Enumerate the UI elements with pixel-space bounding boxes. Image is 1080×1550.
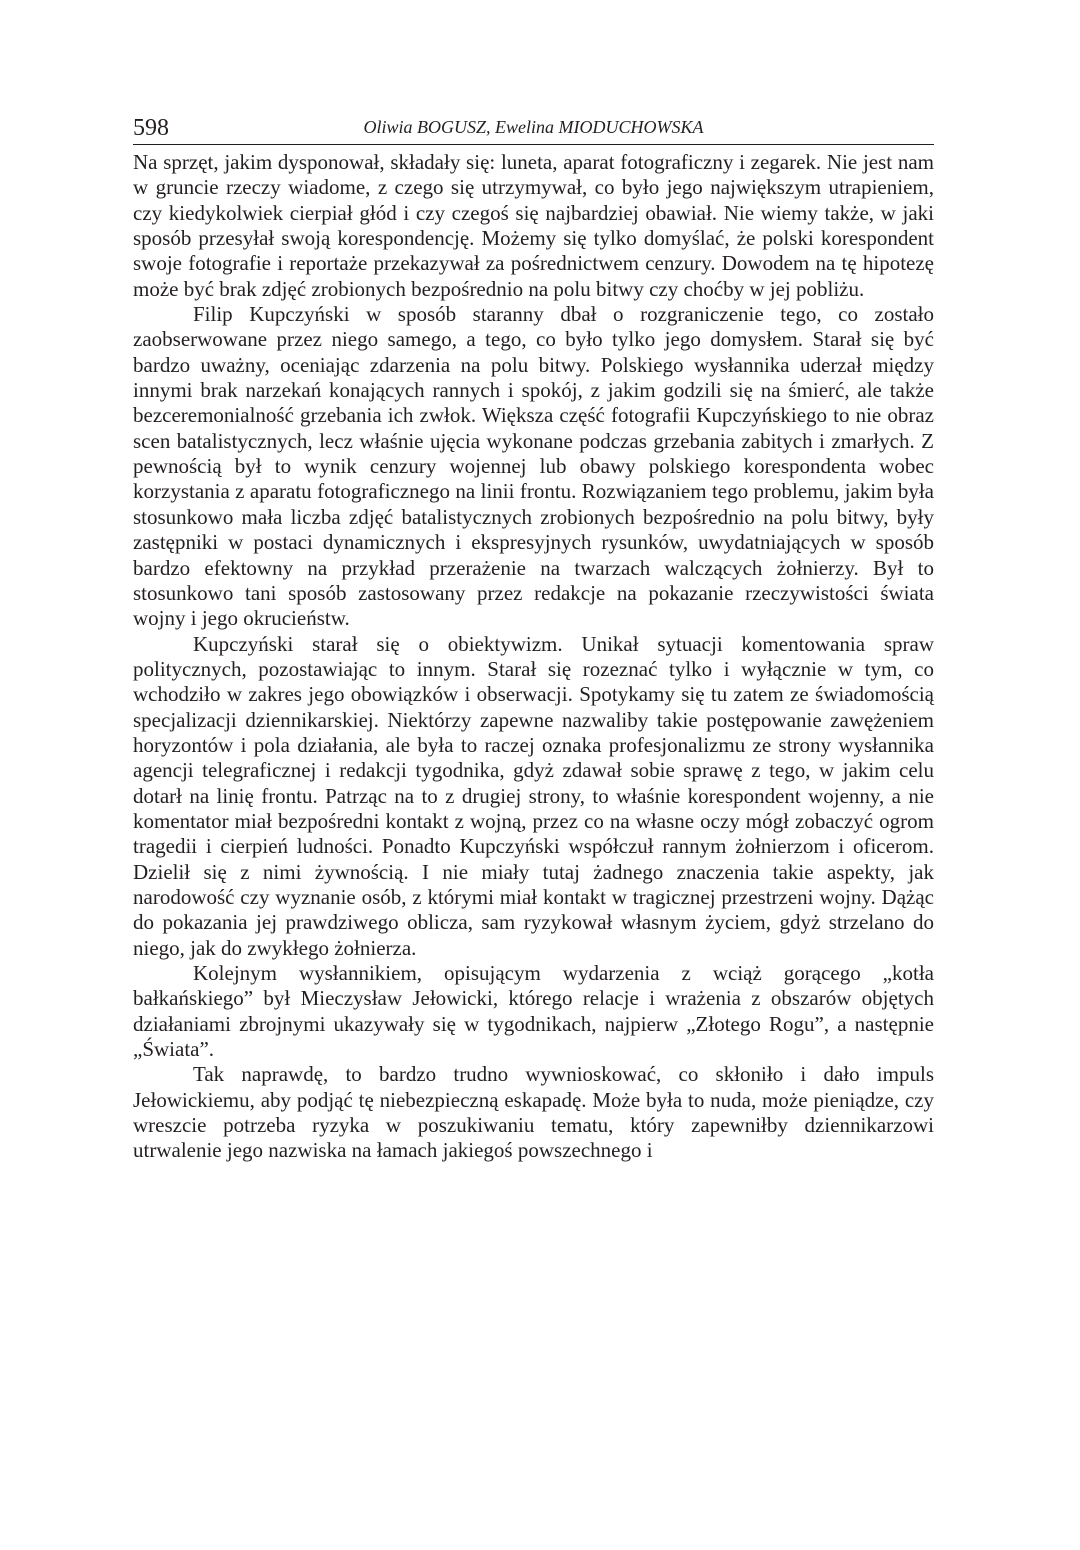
paragraph: Na sprzęt, jakim dysponował, składały się: luneta, aparat fotograficzny i zegarek. Nie jest nam w gruncie rzeczy wiadome, z czego się utrzymywał, co było jego największym utrapieniem, czy kiedykolwiek cierpiał głód i czy czegoś się najbardziej obawiał. Nie wiemy także, w jaki sposób przesyłał swoją korespondencję. Możemy się tylko domyślać, że polski korespondent swoje fotografie i reportaże przekazywał za pośrednictwem cenzury. Dowodem na tę hipotezę może być brak zdjęć zrobionych bezpośrednio na polu bitwy czy choćby w jej pobliżu.	[133, 150, 934, 301]
page-header	[133, 110, 934, 145]
paragraph: Filip Kupczyński w sposób staranny dbał o rozgraniczenie tego, co zostało zaobserwowane przez niego samego, a tego, co było tylko jego domysłem. Starał się być bardzo uważny, oceniając zdarzenia na polu bitwy. Polskiego wysłannika uderzał między innymi brak narzekań konających rannych i spokój, z jakim godzili się na śmierć, ale także bezceremonialność grzebania ich zwłok. Większa część fotografii Kupczyńskiego to nie obraz scen batalistycznych, lecz właśnie ujęcia wykonane podczas grzebania zabitych i zmarłych. Z pewnością był to wynik cenzury wojennej lub obawy polskiego korespondenta wobec korzystania z aparatu fotograficznego na linii frontu. Rozwiązaniem tego problemu, jakim była stosunkowo mała liczba zdjęć batalistycznych zrobionych bezpośrednio na polu bitwy, były zastępniki w postaci dynamicznych i ekspresyjnych rysunków, uwydatniających w sposób bardzo efektowny na przykład przerażenie na twarzach walczących żołnierzy. Był to stosunkowo tani sposób zastosowany przez redakcje na pokazanie rzeczywistości świata wojny i jego okrucieństw.	[133, 302, 934, 631]
paragraph: Kupczyński starał się o obiektywizm. Unikał sytuacji komentowania spraw politycznych, pozostawiając to innym. Starał się rozeznać tylko i wyłącznie w tym, co wchodziło w zakres jego obowiązków i obserwacji. Spotykamy się tu zatem ze świadomością specjalizacji dziennikarskiej. Niektórzy zapewne nazwaliby takie postępowanie zawężeniem horyzontów i pola działania, ale była to raczej oznaka profesjonalizmu ze strony wysłannika agencji telegraficznej i redakcji tygodnika, gdyż zdawał sobie sprawę z tego, w jakim celu dotarł na linię frontu. Patrząc na to z drugiej strony, to właśnie korespondent wojenny, a nie komentator miał bezpośredni kontakt z wojną, przez co na własne oczy mógł zobaczyć ogrom tragedii i cierpień ludności. Ponadto Kupczyński współczuł rannym żołnierzom i oficerom. Dzielił się z nimi żywnością. I nie miały tutaj żadnego znaczenia takie aspekty, jak narodowość czy wyznanie osób, z którymi miał kontakt w tragicznej przestrzeni wojny. Dążąc do pokazania jej prawdziwego oblicza, sam ryzykował własnym życiem, gdyż strzelano do niego, jak do zwykłego żołnierza.	[133, 631, 934, 960]
paragraph: Kolejnym wysłannikiem, opisującym wydarzenia z wciąż gorącego „kotła bałkańskiego” był Mieczysław Jełowicki, którego relacje i wrażenia z obszarów objętych działaniami zbrojnymi ukazywały się w tygodnikach, najpierw „Złotego Rogu”, a następnie „Świata”.	[133, 961, 934, 1062]
paragraph: Tak naprawdę, to bardzo trudno wywnioskować, co skłoniło i dało impuls Jełowickiemu, aby podjąć tę niebezpieczną eskapadę. Może była to nuda, może pieniądze, czy wreszcie potrzeba ryzyka w poszukiwaniu tematu, który zapewniłby dziennikarzowi utrwalenie jego nazwiska na łamach jakiegoś powszechnego i	[133, 1062, 934, 1163]
body-text	[133, 150, 934, 1164]
running-head-authors: Oliwia BOGUSZ, Ewelina MIODUCHOWSKA	[363, 117, 704, 137]
document-page	[133, 110, 934, 1164]
page-number: 598	[133, 115, 169, 141]
